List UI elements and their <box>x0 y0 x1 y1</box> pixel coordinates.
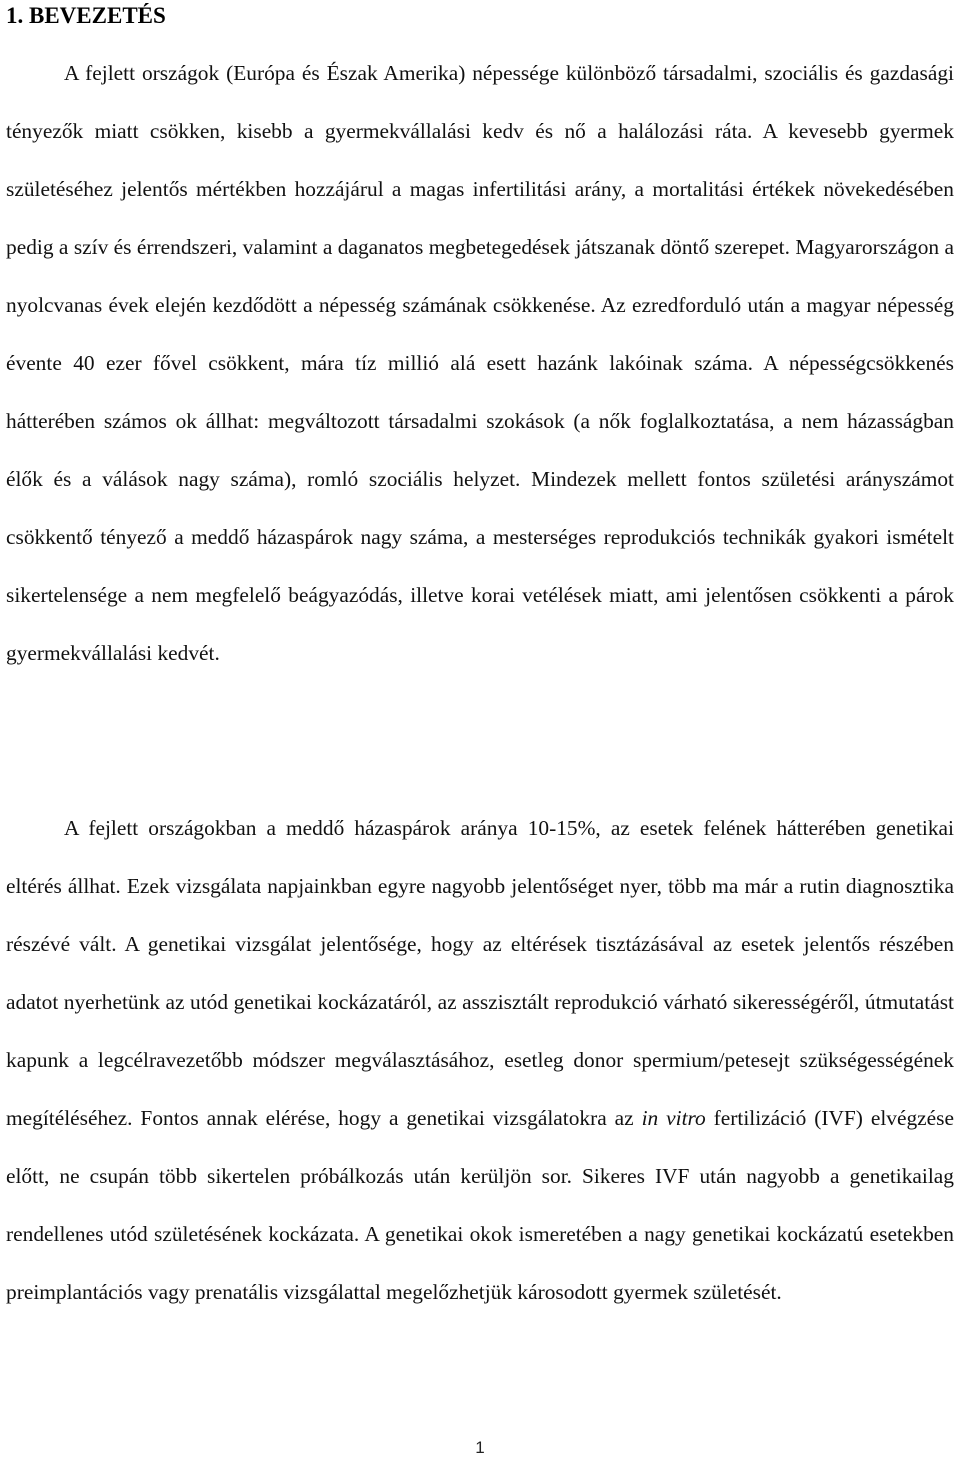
paragraph-2-text-start: A fejlett országokban a meddő házaspárok aránya 10-15%, az esetek felének hátterében genetikai eltérés állhat. Ezek vizsgálata napjainkban egyre nagyobb jelentőséget nyer, több ma már a rutin diagnosztika részévé vált. A genetikai vizsgálat jelentősége, hogy az eltérések tisztázásával az esetek jelentős részében adatot nyerhetünk az utód genetikai kockázatáról, az asszisztált reprodukció várható sikerességéről, útmutatást kapunk a legcélravezetőbb módszer megválasztásához, esetleg donor spermium/petesejt szükségességének megítéléséhez. Fontos annak elérése, hogy a genetikai vizsgálatokra az <box>6 816 954 1130</box>
section-heading: 1. BEVEZETÉS <box>6 3 166 28</box>
paragraph-2-text-end: fertilizáció (IVF) elvégzése előtt, ne csupán több sikertelen próbálkozás után kerüljön sor. Sikeres IVF után nagyobb a genetikailag rendellenes utód születésének kockázata. A genetikai okok ismeretében a nagy genetikai kockázatú esetekben preimplantációs vagy prenatális vizsgálattal megelőzhetjük károsodott gyermek születését. <box>6 1106 954 1304</box>
page-number: 1 <box>475 1438 485 1457</box>
paragraph-2-italic-term: in vitro <box>641 1106 706 1130</box>
paragraph-2 <box>6 799 954 1321</box>
paragraph-1: A fejlett országok (Európa és Észak Amerika) népessége különböző társadalmi, szociális és gazdasági tényezők miatt csökken, kisebb a gyermekvállalási kedv és nő a halálozási ráta. A kevesebb gyermek születéséhez jelentős mértékben hozzájárul a magas infertilitási arány, a mortalitási értékek növekedésében pedig a szív és érrendszeri, valamint a daganatos megbetegedések játszanak döntő szerepet. Magyarországon a nyolcvanas évek elején kezdődött a népesség számának csökkenése. Az ezredforduló után a magyar népesség évente 40 ezer fővel csökkent, mára tíz millió alá esett hazánk lakóinak száma. A népességcsökkenés hátterében számos ok állhat: megváltozott társadalmi szokások (a nők foglalkoztatása, a nem házasságban élők és a válások nagy száma), romló szociális helyzet. Mindezek mellett fontos születési arányszámot csökkentő tényező a meddő házaspárok nagy száma, a mesterséges reprodukciós technikák gyakori ismételt sikertelensége a nem megfelelő beágyazódás, illetve korai vetélések miatt, ami jelentősen csökkenti a párok gyermekvállalási kedvét. <box>6 61 954 665</box>
